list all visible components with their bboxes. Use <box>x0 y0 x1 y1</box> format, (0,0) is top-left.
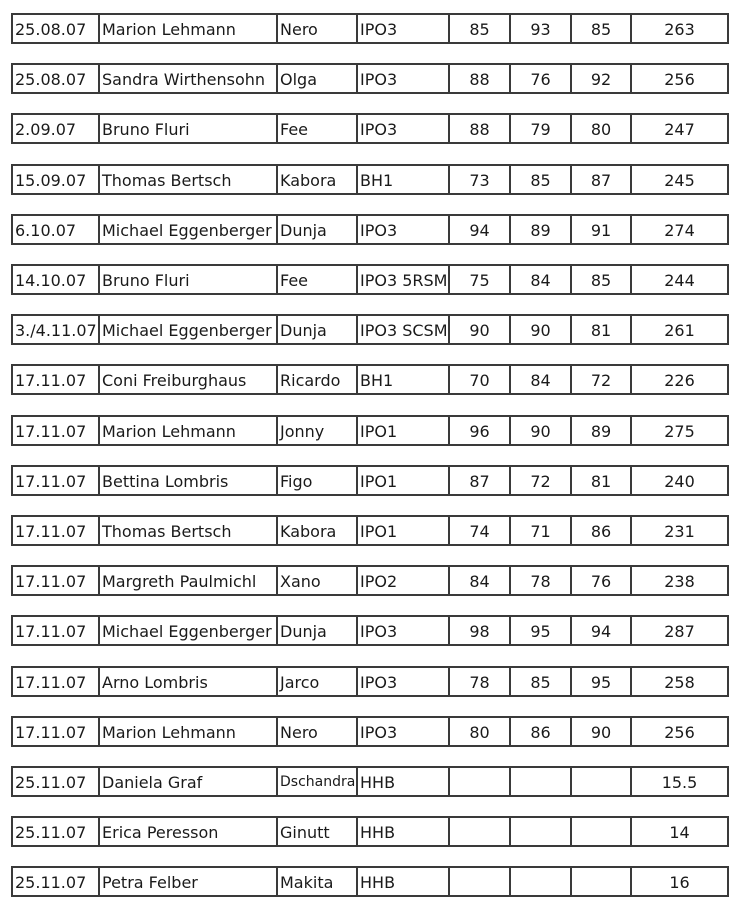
score-c-cell: 89 <box>572 417 632 444</box>
total-cell: 275 <box>664 421 695 441</box>
dog-cell: Fee <box>278 266 358 293</box>
table-row <box>11 63 729 94</box>
date-cell: 6.10.07 <box>13 216 100 243</box>
class-cell: IPO3 <box>358 15 450 42</box>
dog-cell: Ricardo <box>278 366 358 393</box>
class-cell: IPO3 <box>358 65 450 92</box>
score-a-cell: 73 <box>450 166 511 193</box>
handler-cell: Marion Lehmann <box>100 718 278 745</box>
score-a-cell: 75 <box>450 266 511 293</box>
date-cell: 25.11.07 <box>13 768 100 795</box>
total-cell: 274 <box>664 220 695 240</box>
score-c-cell: 87 <box>572 166 632 193</box>
score-a-cell: 74 <box>450 517 511 544</box>
handler-cell: Petra Felber <box>100 868 278 895</box>
table-row <box>11 113 729 144</box>
handler-cell: Bettina Lombris <box>100 467 278 494</box>
class-cell: IPO2 <box>358 567 450 594</box>
score-b-cell: 84 <box>511 266 572 293</box>
date-cell: 17.11.07 <box>13 668 100 695</box>
total-cell: 287 <box>664 621 695 641</box>
handler-cell: Sandra Wirthensohn <box>100 65 278 92</box>
class-cell: HHB <box>358 768 450 795</box>
dog-cell: Xano <box>278 567 358 594</box>
table-row <box>11 164 729 195</box>
score-b-cell: 85 <box>511 166 572 193</box>
total-cell: 238 <box>664 571 695 591</box>
score-c-cell: 81 <box>572 316 632 343</box>
total-cell: 231 <box>664 521 695 541</box>
table-row <box>11 816 729 847</box>
total-cell: 245 <box>664 170 695 190</box>
score-a-cell: 90 <box>450 316 511 343</box>
score-a-cell: 84 <box>450 567 511 594</box>
score-a-cell: 78 <box>450 668 511 695</box>
dog-cell: Kabora <box>278 517 358 544</box>
score-b-cell <box>511 818 572 845</box>
class-cell: IPO3 <box>358 668 450 695</box>
score-b-cell: 71 <box>511 517 572 544</box>
score-b-cell: 85 <box>511 668 572 695</box>
table-row <box>11 766 729 797</box>
class-cell: IPO3 SCSM <box>358 316 450 343</box>
score-c-cell: 72 <box>572 366 632 393</box>
date-cell: 2.09.07 <box>13 115 100 142</box>
score-a-cell <box>450 768 511 795</box>
date-cell: 25.08.07 <box>13 65 100 92</box>
class-cell: HHB <box>358 818 450 845</box>
table-row <box>11 264 729 295</box>
class-cell: HHB <box>358 868 450 895</box>
dog-cell: Kabora <box>278 166 358 193</box>
handler-cell: Thomas Bertsch <box>100 166 278 193</box>
date-cell: 17.11.07 <box>13 617 100 644</box>
handler-cell: Marion Lehmann <box>100 15 278 42</box>
table-row <box>11 465 729 496</box>
score-c-cell: 80 <box>572 115 632 142</box>
class-cell: IPO1 <box>358 417 450 444</box>
date-cell: 17.11.07 <box>13 567 100 594</box>
date-cell: 17.11.07 <box>13 467 100 494</box>
handler-cell: Daniela Graf <box>100 768 278 795</box>
score-b-cell: 93 <box>511 15 572 42</box>
table-row <box>11 666 729 697</box>
table-row <box>11 565 729 596</box>
table-row <box>11 866 729 897</box>
date-cell: 15.09.07 <box>13 166 100 193</box>
score-a-cell <box>450 818 511 845</box>
class-cell: BH1 <box>358 366 450 393</box>
date-cell: 17.11.07 <box>13 718 100 745</box>
handler-cell: Erica Peresson <box>100 818 278 845</box>
handler-cell: Thomas Bertsch <box>100 517 278 544</box>
class-cell: IPO3 <box>358 617 450 644</box>
dog-cell: Dunja <box>278 316 358 343</box>
handler-cell: Michael Eggenberger <box>100 216 278 243</box>
total-cell: 16 <box>669 872 690 892</box>
total-cell: 261 <box>664 320 695 340</box>
dog-cell: Dschandra <box>278 768 358 795</box>
class-cell: IPO1 <box>358 467 450 494</box>
score-a-cell: 85 <box>450 15 511 42</box>
handler-cell: Bruno Fluri <box>100 115 278 142</box>
score-b-cell: 89 <box>511 216 572 243</box>
class-cell: IPO3 <box>358 718 450 745</box>
date-cell: 14.10.07 <box>13 266 100 293</box>
total-cell: 244 <box>664 270 695 290</box>
total-cell: 240 <box>664 471 695 491</box>
class-cell: BH1 <box>358 166 450 193</box>
total-cell: 258 <box>664 672 695 692</box>
class-cell: IPO1 <box>358 517 450 544</box>
score-b-cell: 79 <box>511 115 572 142</box>
dog-cell: Jonny <box>278 417 358 444</box>
date-cell: 25.11.07 <box>13 818 100 845</box>
handler-cell: Bruno Fluri <box>100 266 278 293</box>
table-row <box>11 415 729 446</box>
score-c-cell <box>572 818 632 845</box>
score-c-cell: 92 <box>572 65 632 92</box>
total-cell: 14 <box>669 822 690 842</box>
table-row <box>11 314 729 345</box>
class-cell: IPO3 5RSM <box>358 266 450 293</box>
dog-cell: Dunja <box>278 216 358 243</box>
score-b-cell: 84 <box>511 366 572 393</box>
score-a-cell: 88 <box>450 115 511 142</box>
dog-cell: Fee <box>278 115 358 142</box>
date-cell: 17.11.07 <box>13 366 100 393</box>
score-a-cell: 70 <box>450 366 511 393</box>
score-c-cell: 85 <box>572 266 632 293</box>
score-b-cell <box>511 868 572 895</box>
dog-cell: Olga <box>278 65 358 92</box>
score-c-cell: 90 <box>572 718 632 745</box>
dog-cell: Nero <box>278 718 358 745</box>
handler-cell: Michael Eggenberger <box>100 316 278 343</box>
score-b-cell: 86 <box>511 718 572 745</box>
date-cell: 17.11.07 <box>13 417 100 444</box>
score-c-cell: 85 <box>572 15 632 42</box>
date-cell: 25.11.07 <box>13 868 100 895</box>
handler-cell: Margreth Paulmichl <box>100 567 278 594</box>
score-c-cell <box>572 768 632 795</box>
score-a-cell: 94 <box>450 216 511 243</box>
dog-cell: Nero <box>278 15 358 42</box>
dog-cell: Jarco <box>278 668 358 695</box>
handler-cell: Coni Freiburghaus <box>100 366 278 393</box>
score-a-cell: 80 <box>450 718 511 745</box>
score-c-cell: 76 <box>572 567 632 594</box>
total-cell: 226 <box>664 370 695 390</box>
table-row <box>11 13 729 44</box>
dog-cell: Figo <box>278 467 358 494</box>
score-b-cell: 72 <box>511 467 572 494</box>
score-b-cell <box>511 768 572 795</box>
class-cell: IPO3 <box>358 216 450 243</box>
handler-cell: Arno Lombris <box>100 668 278 695</box>
dog-cell: Makita <box>278 868 358 895</box>
class-cell: IPO3 <box>358 115 450 142</box>
score-b-cell: 78 <box>511 567 572 594</box>
score-b-cell: 90 <box>511 316 572 343</box>
score-b-cell: 76 <box>511 65 572 92</box>
dog-cell: Dunja <box>278 617 358 644</box>
score-a-cell: 96 <box>450 417 511 444</box>
total-cell: 256 <box>664 722 695 742</box>
total-cell: 263 <box>664 19 695 39</box>
date-cell: 25.08.07 <box>13 15 100 42</box>
score-b-cell: 90 <box>511 417 572 444</box>
score-c-cell: 95 <box>572 668 632 695</box>
dog-cell: Ginutt <box>278 818 358 845</box>
date-cell: 17.11.07 <box>13 517 100 544</box>
date-cell: 3./4.11.07 <box>13 316 100 343</box>
score-a-cell: 87 <box>450 467 511 494</box>
score-a-cell: 98 <box>450 617 511 644</box>
total-cell: 15.5 <box>661 772 698 792</box>
table-row <box>11 615 729 646</box>
score-c-cell: 81 <box>572 467 632 494</box>
score-c-cell: 86 <box>572 517 632 544</box>
score-a-cell: 88 <box>450 65 511 92</box>
table-row <box>11 716 729 747</box>
score-b-cell: 95 <box>511 617 572 644</box>
handler-cell: Michael Eggenberger <box>100 617 278 644</box>
table-row <box>11 214 729 245</box>
score-a-cell <box>450 868 511 895</box>
score-c-cell: 94 <box>572 617 632 644</box>
score-c-cell <box>572 868 632 895</box>
score-c-cell: 91 <box>572 216 632 243</box>
total-cell: 247 <box>664 119 695 139</box>
table-row <box>11 364 729 395</box>
handler-cell: Marion Lehmann <box>100 417 278 444</box>
table-row <box>11 515 729 546</box>
total-cell: 256 <box>664 69 695 89</box>
